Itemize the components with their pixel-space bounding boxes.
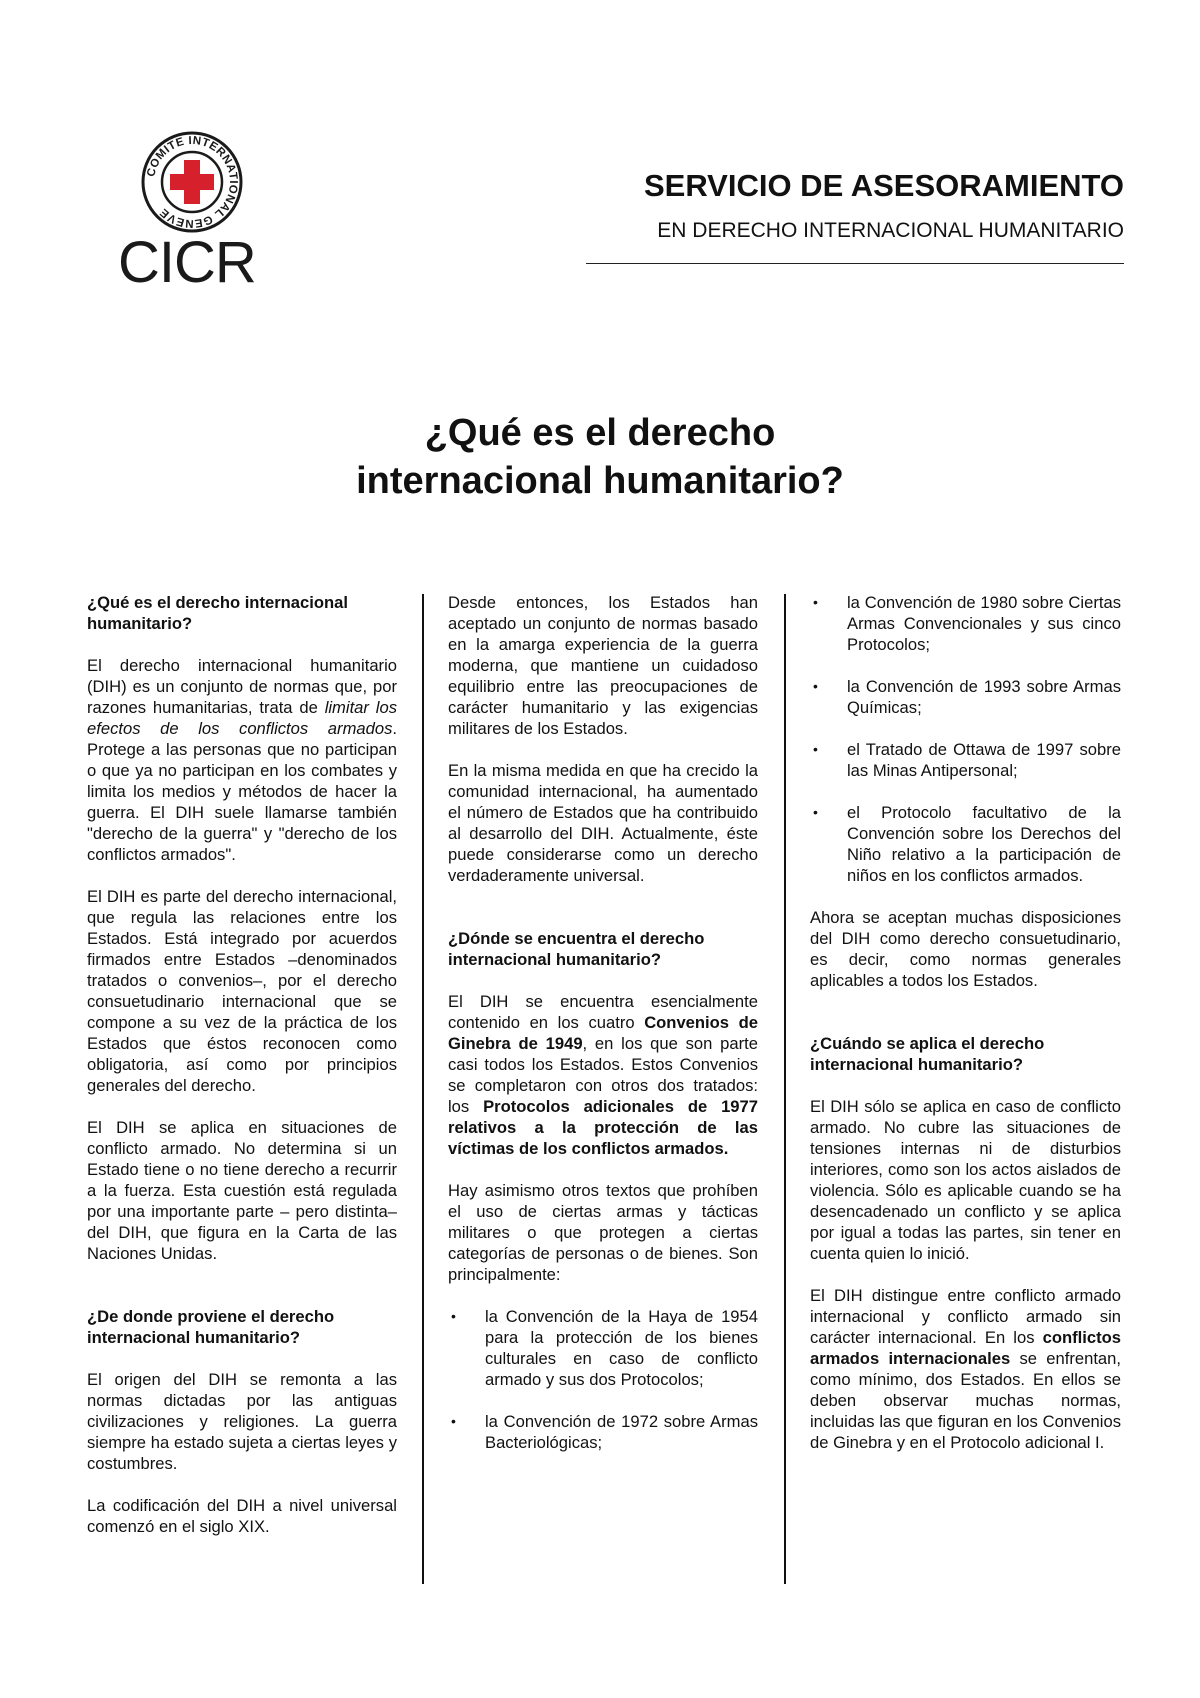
paragraph: Desde entonces, los Estados han aceptado un conjunto de normas basado en la amarga experiencia de la guerra moderna, que mantiene un cuidadoso equilibrio entre las preocupaciones de carácter humanitario y las exigencias militares de los Estados. — [448, 593, 758, 738]
header-rule — [586, 263, 1124, 264]
section-heading: ¿De donde proviene el derecho internacional humanitario? — [87, 1307, 335, 1347]
text: se enfrentan, como mínimo, dos Estados. En ellos se deben observar muchas normas, incluidas las que figuran en los Convenios de Ginebra y en el Protocolo adicional I. — [810, 1349, 1121, 1452]
treaty-list — [810, 592, 1121, 886]
paragraph — [448, 991, 758, 1159]
seal-ring-text: COMITE INTERNATIONAL GENEVE — [145, 134, 240, 230]
text: . Protege a las personas que no participan o que ya no participan en los combates y limita los medios y métodos de hacer la guerra. El DIH suele llamarse también "derecho de la guerra" y "derecho de los conflictos armados". — [87, 719, 397, 864]
column-1 — [87, 592, 397, 1558]
list-item — [448, 1306, 758, 1390]
treaty-list — [448, 1306, 758, 1453]
bullet-icon: • — [813, 804, 818, 820]
bold-text: Protocolos adicionales de 1977 relativos a la protección de las víctimas de los conflictos armados. — [448, 1097, 758, 1158]
bullet-icon: • — [813, 594, 818, 610]
paragraph: El DIH es parte del derecho internacional, que regula las relaciones entre los Estados. Está integrado por acuerdos firmados entre Estados –denominados tratados o convenios–, por el derecho consuetudinario internacional que se compone a su vez de la práctica de los Estados que éstos reconocen como obligatoria, así como por principios generales del derecho. — [87, 887, 397, 1095]
bold-text: conflictos armados internacionales — [810, 1328, 1121, 1368]
column-divider-2 — [784, 594, 786, 1584]
bullet-icon: • — [813, 741, 818, 757]
list-item-text: el Protocolo facultativo de la Convención sobre los Derechos del Niño relativo a la participación de niños en los conflictos armados. — [847, 803, 1121, 885]
list-item-text: el Tratado de Ottawa de 1997 sobre las Minas Antipersonal; — [847, 740, 1121, 780]
list-item — [448, 1411, 758, 1453]
header — [564, 168, 1124, 264]
list-item-text: la Convención de 1980 sobre Ciertas Armas Convencionales y sus cinco Protocolos; — [847, 593, 1121, 654]
paragraph: Ahora se aceptan muchas disposiciones del DIH como derecho consuetudinario, es decir, como normas generales aplicables a todos los Estados. — [810, 908, 1121, 990]
bullet-icon: • — [451, 1413, 456, 1429]
section-heading: ¿Dónde se encuentra el derecho internacional humanitario? — [448, 929, 705, 969]
paragraph: El DIH se aplica en situaciones de conflicto armado. No determina si un Estado tiene o no tiene derecho a recurrir a la fuerza. Esta cuestión está regulada por una importante parte – pero distinta– del DIH, que figura en la Carta de las Naciones Unidas. — [87, 1118, 397, 1263]
list-item — [810, 676, 1121, 718]
bullet-icon: • — [451, 1308, 456, 1324]
bullet-icon: • — [813, 678, 818, 694]
paragraph: La codificación del DIH a nivel universal comenzó en el siglo XIX. — [87, 1496, 397, 1536]
document-title-line-2: internacional humanitario? — [356, 459, 844, 502]
section-heading: ¿Cuándo se aplica el derecho internacional humanitario? — [810, 1034, 1045, 1074]
header-title: SERVICIO DE ASESORAMIENTO — [643, 168, 1124, 203]
paragraph — [810, 1285, 1121, 1453]
bold-text: Convenios de Ginebra de 1949 — [448, 1013, 758, 1053]
column-divider-1 — [422, 594, 424, 1584]
paragraph: El origen del DIH se remonta a las normas dictadas por las antiguas civilizaciones y religiones. La guerra siempre ha estado sujeta a ciertas leyes y costumbres. — [87, 1370, 397, 1473]
list-item-text: la Convención de 1993 sobre Armas Químicas; — [847, 677, 1121, 717]
logo-acronym: CICR — [118, 230, 256, 295]
list-item-text: la Convención de la Haya de 1954 para la protección de los bienes culturales en caso de conflicto armado y sus dos Protocolos; — [485, 1307, 758, 1389]
column-3 — [810, 592, 1121, 1474]
column-2 — [448, 592, 758, 1474]
text: El DIH se encuentra esencialmente contenido en los cuatro — [448, 992, 758, 1032]
text: , en los que son parte casi todos los Estados. Estos Convenios se completaron con otros dos tratados: los — [448, 1034, 758, 1116]
text: El DIH distingue entre conflicto armado internacional y conflicto armado sin carácter internacional. En los — [810, 1286, 1121, 1347]
text: El derecho internacional humanitario (DIH) es un conjunto de normas que, por razones humanitarias, trata de — [87, 656, 397, 717]
header-subtitle: EN DERECHO INTERNACIONAL HUMANITARIO — [657, 218, 1124, 242]
list-item — [810, 592, 1121, 655]
list-item-text: la Convención de 1972 sobre Armas Bacteriológicas; — [485, 1412, 758, 1452]
paragraph: Hay asimismo otros textos que prohíben el uso de ciertas armas y tácticas militares o que protegen a ciertas categorías de personas o de bienes. Son principalmente: — [448, 1181, 758, 1284]
document-title — [0, 410, 1200, 505]
paragraph — [87, 655, 397, 865]
list-item — [810, 802, 1121, 886]
italic-text: limitar los efectos de los conflictos armados — [87, 698, 397, 738]
red-cross-seal-icon — [140, 130, 244, 234]
section-heading: ¿Qué es el derecho internacional humanitario? — [87, 593, 348, 633]
paragraph: El DIH sólo se aplica en caso de conflicto armado. No cubre las situaciones de tensiones internas ni de disturbios interiores, como son los actos aislados de violencia. Sólo es aplicable cuando se ha desencadenado un conflicto y se aplica por igual a todas las partes, sin tener en cuenta quien lo inició. — [810, 1097, 1121, 1263]
list-item — [810, 739, 1121, 781]
document-title-line-1: ¿Qué es el derecho — [424, 412, 776, 454]
paragraph: En la misma medida en que ha crecido la comunidad internacional, ha aumentado el número de Estados que ha contribuido al desarrollo del DIH. Actualmente, éste puede considerarse como un derecho verdaderamente universal. — [448, 761, 758, 885]
